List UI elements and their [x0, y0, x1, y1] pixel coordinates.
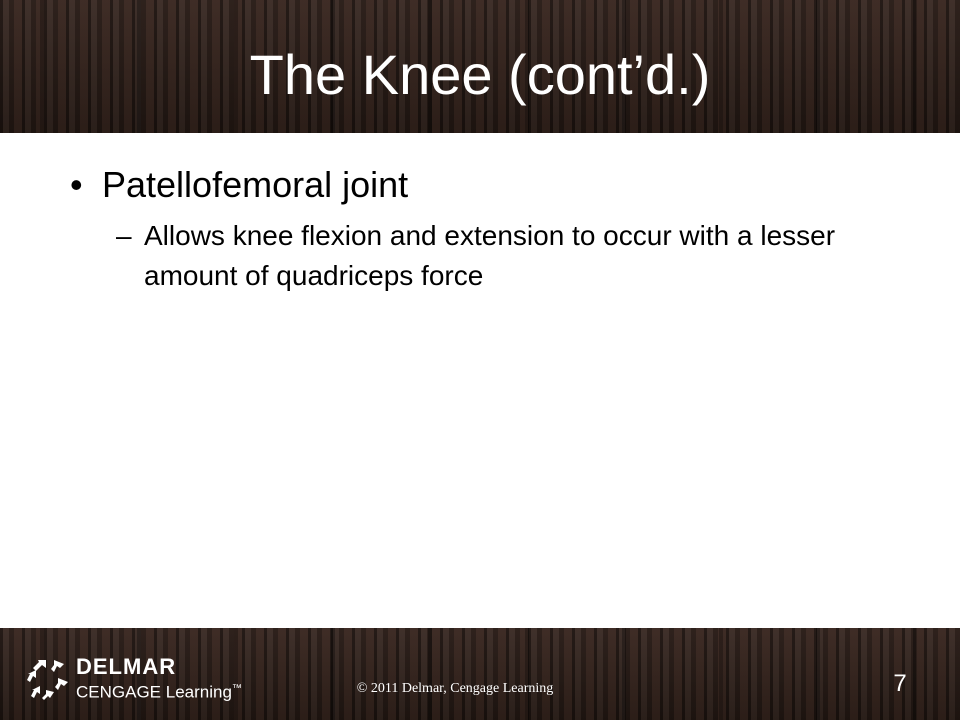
sub-bullet-item — [116, 216, 910, 296]
delmar-cengage-logo — [24, 655, 242, 703]
logo-wordmark-cengage: CENGAGE Learning™ — [76, 682, 242, 702]
page-number: 7 — [893, 670, 907, 697]
sub-bullet-glyph: – — [116, 220, 132, 251]
bullet-text: Patellofemoral joint — [102, 164, 409, 205]
copyright-notice: © 2011 Delmar, Cengage Learning — [356, 681, 554, 696]
bullet-glyph: • — [70, 164, 83, 205]
sub-bullet-text: Allows knee flexion and extension to occur with a lesser amount of quadriceps force — [144, 220, 836, 291]
slide-title: The Knee (cont’d.) — [249, 43, 711, 106]
logo-arrows-icon — [24, 656, 70, 702]
slide-content — [70, 160, 910, 296]
bullet-item — [70, 160, 910, 210]
logo-wordmark-delmar: DELMAR — [76, 654, 177, 679]
